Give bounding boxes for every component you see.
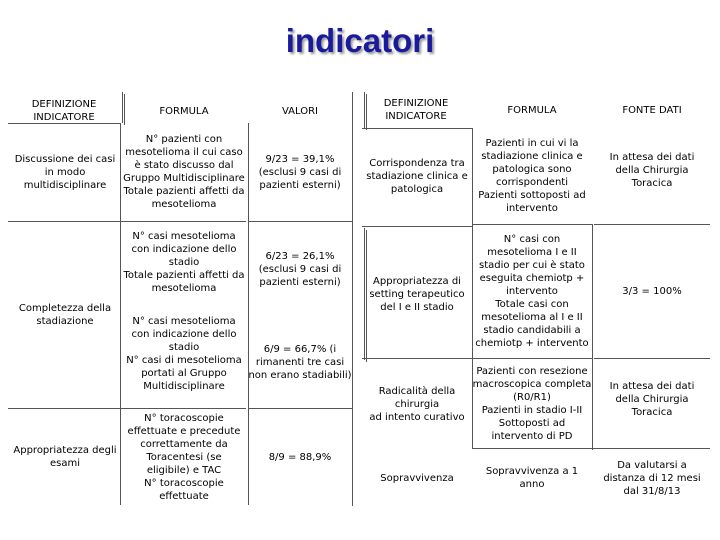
right-grid-line [594, 358, 710, 359]
right-row1-definition: Corrispondenza tra stadiazione clinica e patologica [366, 157, 468, 195]
left-grid-line [8, 221, 120, 222]
right-grid-line [472, 224, 592, 225]
right-grid-line [472, 448, 710, 449]
left-grid-line [248, 221, 352, 222]
right-header-formula: FORMULA [507, 104, 557, 116]
left-row2-value-a: 6/23 = 26,1% (esclusi 9 casi di pazienti esterni) [258, 250, 342, 288]
left-grid-line [8, 123, 120, 124]
right-row3-formula: Pazienti con resezione macroscopica completa (R0/R1) Pazienti in stadio I-II Sottoposti ad intervento di PD [472, 366, 592, 442]
left-grid-line [120, 123, 121, 505]
left-header-values: VALORI [281, 105, 319, 117]
right-row3-source: In attesa dei dati della Chirurgia Toracica [609, 380, 695, 418]
right-row2-definition: Appropriatezza di setting terapeutico del I e II stadio [369, 275, 465, 313]
left-grid-line [352, 92, 353, 506]
right-row4-definition: Sopravvivenza [380, 472, 454, 484]
left-grid-line [248, 123, 249, 505]
left-row2-definition: Completezza della stadiazione [18, 302, 112, 327]
left-grid-line [120, 221, 246, 222]
right-grid-line [364, 228, 365, 360]
left-row3-definition: Appropriatezza degli esami [13, 445, 117, 469]
left-row1-definition: Discussione dei casi in modo multidisciplinare [14, 153, 116, 191]
right-grid-line [472, 128, 473, 448]
left-grid-line [122, 92, 123, 123]
right-row1-formula: Pazienti in cui vi la stadiazione clinica e patologica sono corrispondenti Pazienti sottoposti ad intervento [478, 138, 586, 214]
right-row3-definition: Radicalità della chirurgia ad intento curativo [369, 385, 465, 423]
right-row2-source: 3/3 = 100% [622, 285, 682, 297]
right-grid-line [592, 224, 593, 450]
left-grid-line [248, 408, 352, 409]
left-header-formula: FORMULA [159, 105, 209, 117]
right-row4-source: Da valutarsi a distanza di 12 mesi dal 31/8/13 [603, 459, 701, 497]
right-row4-formula: Sopravvivenza a 1 anno [485, 466, 579, 490]
left-row3-formula: N° toracoscopie effettuate e precedute correttamente da Toracentesi (se eligibile) e TAC N° toracoscopie effettuate [127, 412, 241, 502]
right-grid-line [362, 128, 472, 129]
right-grid-line [364, 92, 365, 128]
left-grid-line [8, 408, 120, 409]
right-row1-source: In attesa dei dati della Chirurgia Toracica [609, 151, 695, 189]
left-header-definition: DEFINIZIONE INDICATORE [31, 99, 97, 123]
right-header-source: FONTE DATI [622, 104, 682, 116]
left-row2-formula-b: N° casi mesotelioma con indicazione dello stadio N° casi di mesotelioma portati al Gruppo Multidisciplinare [126, 316, 242, 392]
right-grid-line [362, 358, 472, 359]
left-grid-line [120, 408, 246, 409]
right-grid-line [472, 358, 592, 359]
left-row1-formula: N° pazienti con mesotelioma il cui caso è stato discusso dal Gruppo Multidisciplinare Totale pazienti affetti da mesotelioma [123, 134, 245, 210]
right-header-definition: DEFINIZIONE INDICATORE [383, 98, 449, 122]
left-row2-value-b: 6/9 = 66,7% (i rimanenti tre casi non erano stadiabili) [248, 343, 352, 381]
right-grid-line [362, 226, 472, 227]
left-row1-value: 9/23 = 39,1% (esclusi 9 casi di pazienti esterni) [258, 153, 342, 191]
right-row2-formula: N° casi con mesotelioma I e II stadio per cui è stato eseguita chemiotp + intervento Totale casi con mesotelioma al I e II stadio candidabili a chemiotp + intervento [475, 233, 589, 349]
right-grid-line [594, 224, 710, 225]
left-row2-formula-a: N° casi mesotelioma con indicazione dello stadio Totale pazienti affetti da mesotelioma [123, 230, 245, 294]
page-title: indicatori [285, 22, 435, 59]
left-row3-value: 8/9 = 88,9% [268, 451, 332, 463]
